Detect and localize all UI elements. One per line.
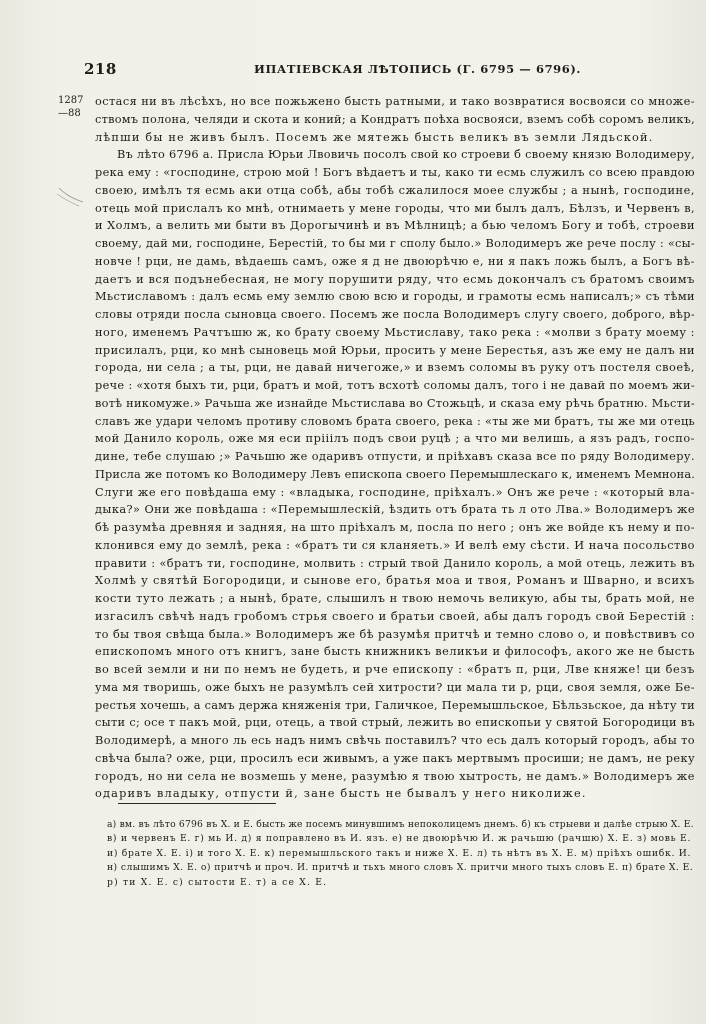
text-line: то бы твоя свѣща была.» Володимеръ же бѣ разумѣя притчѣ и темно слово о, и повѣствивъ со — [95, 627, 695, 641]
text-line: остася ни въ лѣсѣхъ, но все пожьжено бысть ратными, и тако возвратися восвояси со множе- — [95, 95, 695, 108]
running-head — [84, 60, 672, 80]
text-line: одаривъ владыку, отпусти й, зане бысть не бывалъ у него николиже. — [95, 787, 587, 801]
text-line: ствомъ полона, челяди и скота и коний; а Кондратъ поѣха восвояси, вземъ собѣ соромъ великъ, — [95, 112, 695, 126]
footnote-divider — [118, 803, 276, 804]
text-line: своему, дай ми, господине, Берестій, то бы ми г сполу было.» Володимеръ же рече послу : «сы- — [95, 237, 695, 250]
text-line: рече : «хотя быхъ ти, рци, братъ и мой, тотъ всхотѣ соломы далъ, того і не давай по моемъ жи- — [95, 379, 695, 392]
footnote-line: и) брате Х. Е. і) и того Х. Е. к) перемышльского такъ и ниже Х. Е. л) ть нѣтъ въ Х. Е. м) пріѣхъ ошибк. И. — [107, 847, 692, 859]
text-line: епископомъ много отъ книгъ, зане бысть книжникъ великъи и философъ, акого же не бысть — [95, 645, 695, 659]
chronicle-text — [95, 93, 695, 803]
running-title: ИПАТІЕВСКАЯ ЛѢТОПИСЬ (Г. 6795 — 6796). — [254, 62, 582, 76]
text-line: река ему : «господине, строю мой ! Богъ вѣдаетъ и ты, како ти есмь служилъ со всею правдою — [95, 166, 695, 179]
text-line: кости туто лежать ; а нынѣ, брате, слышилъ н твою немочь великую, абы ты, брать мой, не — [95, 592, 695, 605]
text-line: и Холмъ, а велить ми быти въ Дорогычинѣ и въ Мѣлницѣ; а бью челомъ Богу и тобѣ, строеви — [95, 219, 695, 233]
page-number: 218 — [84, 60, 117, 78]
text-line: Холмѣ у святѣй Богородици, и сынове его, братья моа и твоя, Романъ и Шварно, и всихъ — [95, 574, 695, 588]
footnote-line: р) ти Х. Е. с) сытости Е. т) а се Х. Е. — [107, 876, 328, 888]
text-line: сыти с; осе т пакъ мой, рци, отець, а твой стрый, лежить во епископьи у святой Богородици въ — [95, 716, 695, 730]
text-line: Мьстиславомъ : далъ есмь ему землю свою всю и городы, и грамоты есмь написалъ;» съ тѣми — [95, 290, 695, 304]
text-line: города, ни села ; а ты, рци, не давай ничегоже,» и вземъ соломы въ руку отъ постеля своеѣ, — [95, 361, 695, 375]
text-line: своею, имѣлъ тя есмь аки отца собѣ, абы тобѣ сжалилося моее службы ; а нынѣ, господине, — [95, 183, 695, 197]
text-line: Въ лѣто 6796 а. Присла Юрьи Лвовичь посолъ свой ко строеви б своему князю Володимеру, — [117, 148, 695, 162]
text-line: Присла же потомъ ко Володимеру Левъ епископа своего Перемышлескаго к, именемъ Мемнона. — [95, 467, 695, 481]
text-line: правити : «братъ ти, господине, молвить : стрый твой Данило король, а мой отець, лежить въ — [95, 556, 695, 570]
text-line: дыка?» Они же повѣдаша : «Перемышлескій, ѣздить отъ брата ть л ото Лва.» Володимеръ же — [95, 503, 695, 517]
text-line: рестья хочешь, а самъ держа княженія три, Галичкое, Перемышльское, Бѣльзьское, да нѣту ти — [95, 698, 695, 712]
text-line: клонився ему до землѣ, река : «братъ ти ся кланяеть.» И велѣ ему сѣсти. И нача посольство — [95, 538, 695, 552]
text-line: изгасилъ свѣчѣ надъ гробомъ стрья своего и братьи своей, абы далъ городъ свой Берестій : — [95, 609, 695, 623]
footnote-line: а) вм. въ лѣто 6796 въ Х. и Е. бысть же посемъ минувшимъ непоколицемъ днемъ. б) къ стрыеви и далѣе стрыю Х. Е. — [107, 819, 694, 830]
text-line: присилалъ, рци, ко мнѣ сыновець мой Юрьи, просить у мене Берестья, азъ же ему не далъ ни — [95, 343, 695, 357]
footnote-line: н) слышимъ Х. Е. о) притчѣ и проч. И. притчѣ и тьхъ много словъ Х. притчи много тыхъ словъ Е. п) брате Х. Е. — [107, 862, 694, 874]
text-line: мой Данило король, оже мя еси прііілъ подъ свои руцѣ ; а что ми велишь, а язъ радъ, госпо- — [95, 432, 695, 446]
text-line: лѣпши бы не живъ былъ. Посемъ же мятежь бысть великъ въ земли Лядьской. — [95, 130, 654, 144]
text-line: бѣ разумѣа древняя и задняя, на што пріѣхалъ м, посла по него ; онъ же войде къ нему и по- — [95, 521, 695, 534]
text-line: свѣча была? оже, рци, просилъ еси живымъ, а уже пакъ мертвымъ просиши; не дамъ, не реку — [95, 751, 695, 765]
pencil-margin-mark — [53, 180, 93, 210]
footnotes — [107, 818, 694, 890]
text-line: вотѣ никомуже.» Рачьша же изнайде Мьстислава во Стожьцѣ, и сказа ему рѣчь братню. Мьсти- — [95, 396, 695, 410]
text-line: даетъ и вся подънебесная, не могу порушити ряду, что есмь докончалъ съ братомъ своимъ — [95, 272, 695, 286]
text-line: городъ, но ни села не возмешь у мене, разумѣю я твою хытрость, не дамъ.» Володимеръ же — [95, 769, 695, 783]
text-line: Слуги же его повѣдаша ему : «владыка, господине, пріѣхалъ.» Онъ же рече : «который вла- — [95, 485, 695, 499]
text-line: во всей земли и ни по немъ не будеть, и рче епископу : «братъ п, рци, Лве княже! ци безъ — [95, 663, 695, 676]
margin-year-note: 1287 —88 — [58, 95, 84, 119]
text-line: словы отряди посла сыновца своего. Посемъ же посла Володимеръ слугу своего, доброго, вѣр- — [95, 308, 695, 321]
text-line: новче ! рци, не дамь, вѣдаешь самъ, оже я д не двоюрѣчю е, ни я пакъ ложь былъ, а Богъ вѣ- — [95, 254, 695, 268]
text-line: дине, тебе слушаю ;» Рачьшю же одаривъ отпусти, и пріѣхавъ сказа все по ряду Володимеру. — [95, 450, 695, 463]
footnote-line: в) и червенъ Е. г) мь И. д) я поправлено въ И. язъ. е) не двоюрѣчю И. ж рачьшю (рачшю) Х. Е. з) мовь Е. — [107, 833, 692, 845]
text-line: ного, именемъ Рачтъшю ж, ко брату своему Мьстиславу, тако река : «молви з брату моему : — [95, 325, 695, 339]
text-line: Володимерѣ, а много ль есь надъ нимъ свѣчь поставилъ? что есь далъ который городъ, абы то — [95, 734, 695, 747]
text-line: отець мой прислалъ ко мнѣ, отнимаеть у мене городы, что ми былъ далъ, Бѣлзъ, и Червенъ в, — [95, 201, 695, 215]
text-line: ума мя творишь, оже быхъ не разумѣлъ сей хитрости? ци мала ти р, рци, своя земля, оже Бе- — [95, 680, 695, 694]
text-line: славъ же удари челомъ противу словомъ брата своего, река : «ты же ми братъ, ты же ми отець — [95, 414, 695, 428]
